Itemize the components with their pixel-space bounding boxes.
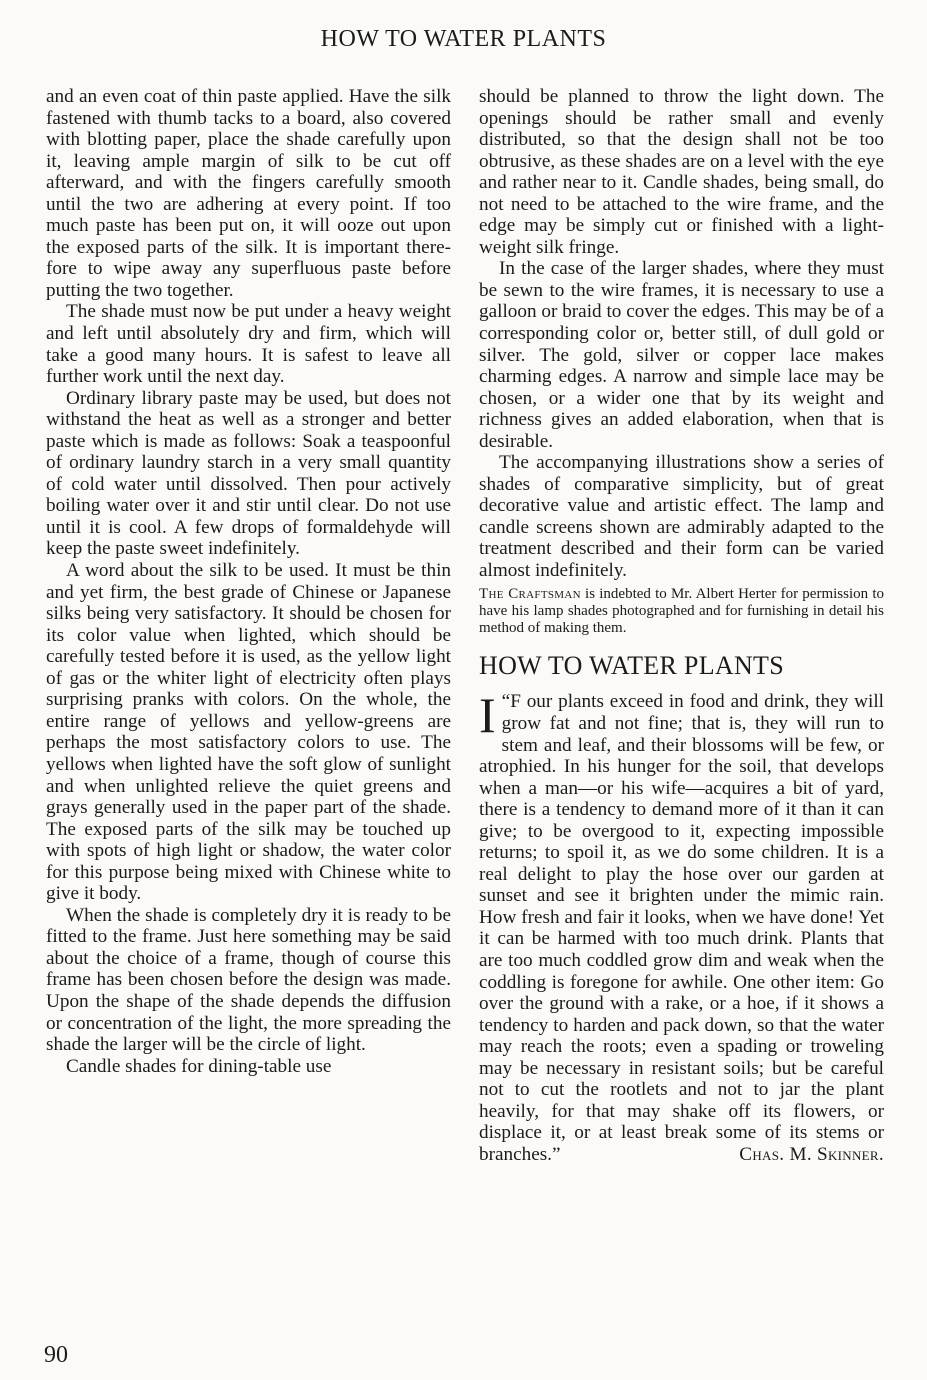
paragraph: In the case of the larger shades, where they must be sewn to the wire frames, it is necessary to use a galloon or braid to cover the edges. This may be of a corresponding color or, better still, of dull gold or silver. The gold, silver or copper lace makes charming edges. A narrow and simple lace may be chosen, or a wider one that by its weight and richness gives an added elaboration, when that is desirable.: [479, 258, 884, 452]
credit-magazine-name: The Craftsman: [479, 585, 581, 602]
paragraph: The accompanying illustrations show a series of shades of comparative simplicity, but of great decorative value and artistic effect. The lamp and candle screens shown are admirably adapted to the treatment described and their form can be varied almost indefinitely.: [479, 452, 884, 582]
paragraph: A word about the silk to be used. It must be thin and yet firm, the best grade of Chinese or Japanese silks being very satisfactory. It should be chosen for its color value when lighted, which should be carefully tested before it is used, as the yellow light of gas or the whiter light of electricity often plays surprising pranks with colors. On the whole, the entire range of yellows and yellow-greens are perhaps the most satisfactory colors to use. The yellows when lighted have the soft glow of sunlight and when unlighted relieve the quiet greens and grays generally used in the paper part of the shade. The exposed parts of the silk may be touched up with spots of high light or shadow, the water color for this purpose being mixed with Chinese white to give it body.: [46, 560, 451, 905]
paragraph: Ordinary library paste may be used, but does not withstand the heat as well as a stronger and better paste which is made as follows: Soak a teaspoonful of ordinary laundry starch in a very small quantity of cold water until dissolved. Then pour actively boiling water over it and stir until clear. Do not use until it is cool. A few drops of formaldehyde will keep the paste sweet indefinitely.: [46, 387, 451, 560]
paragraph: When the shade is completely dry it is ready to be fitted to the frame. Just here something may be said about the choice of a frame, though of course this frame has been chosen before the design was made. Upon the shape of the shade depends the diffusion or concentration of the light, the more spreading the shade the larger will be the circle of light.: [46, 904, 451, 1056]
opening-quote: “: [501, 691, 511, 713]
page-number: 90: [44, 1342, 68, 1368]
article-title: HOW TO WATER PLANTS: [479, 651, 784, 681]
left-column: [46, 86, 451, 1077]
drop-cap: I: [479, 687, 496, 744]
article-text: F our plants exceed in food and drink, they will grow fat and not fine; that is, they will run to stem and leaf, and their blossoms will be few, or atrophied. In his hunger for the soil, that develops when a man—or his wife—acquires a bit of yard, there is a tendency to demand more of it than it can give; to be overgood to it, expecting impossible returns; to spoil it, as we do some children. It is a real delight to play the hose over our garden at sunset and see it brighten under the mimic rain. How fresh and fair it looks, when we have done! Yet it can be harmed with too much drink. Plants that are too much coddled grow dim and weak when the coddling is foregone for awhile. One other item: Go over the ground with a rake, or a hoe, if it shows a tendency to harden and pack down, so that the water may reach the roots; even a spading or troweling may be necessary in resistant soils; but be careful not to cut the rootlets and not to jar the plant heavily, for that may shake off its flowers, or displace it, or at least break some of its stems or branches.”: [479, 691, 884, 1165]
right-column: [479, 86, 884, 1166]
paragraph: should be planned to throw the light down. The openings should be rather small and evenly distributed, so that the design shall not be too obtrusive, as these shades are on a level with the eye and rather near to it. Candle shades, being small, do not need to be attached to the wire frame, and the edge may be simply cut or finished with a light-weight silk fringe.: [479, 86, 884, 258]
photo-credit: [479, 586, 884, 638]
article-body: [479, 687, 884, 1165]
author-signature: Chas. M. Skinner.: [739, 1143, 884, 1165]
paragraph: The shade must now be put under a heavy weight and left until absolutely dry and firm, which will take a good many hours. It is safest to leave all further work until the next day.: [46, 301, 451, 388]
credit-text: is indebted to Mr. Albert Herter for permission to have his lamp shades photographed and for furnishing in detail his method of making them.: [479, 585, 884, 637]
paragraph: and an even coat of thin paste applied. Have the silk fastened with thumb tacks to a board, also covered with blotting paper, place the shade carefully upon it, leaving ample margin of silk to be cut off afterward, and with the fingers carefully smooth until the two are adhering at every point. If too much paste has been put on, it will ooze out upon the exposed parts of the silk. It is important therefore to wipe away any superfluous paste before putting the two together.: [46, 86, 451, 301]
running-head: HOW TO WATER PLANTS: [320, 26, 607, 52]
paragraph: Candle shades for dining-table use: [66, 1055, 332, 1077]
